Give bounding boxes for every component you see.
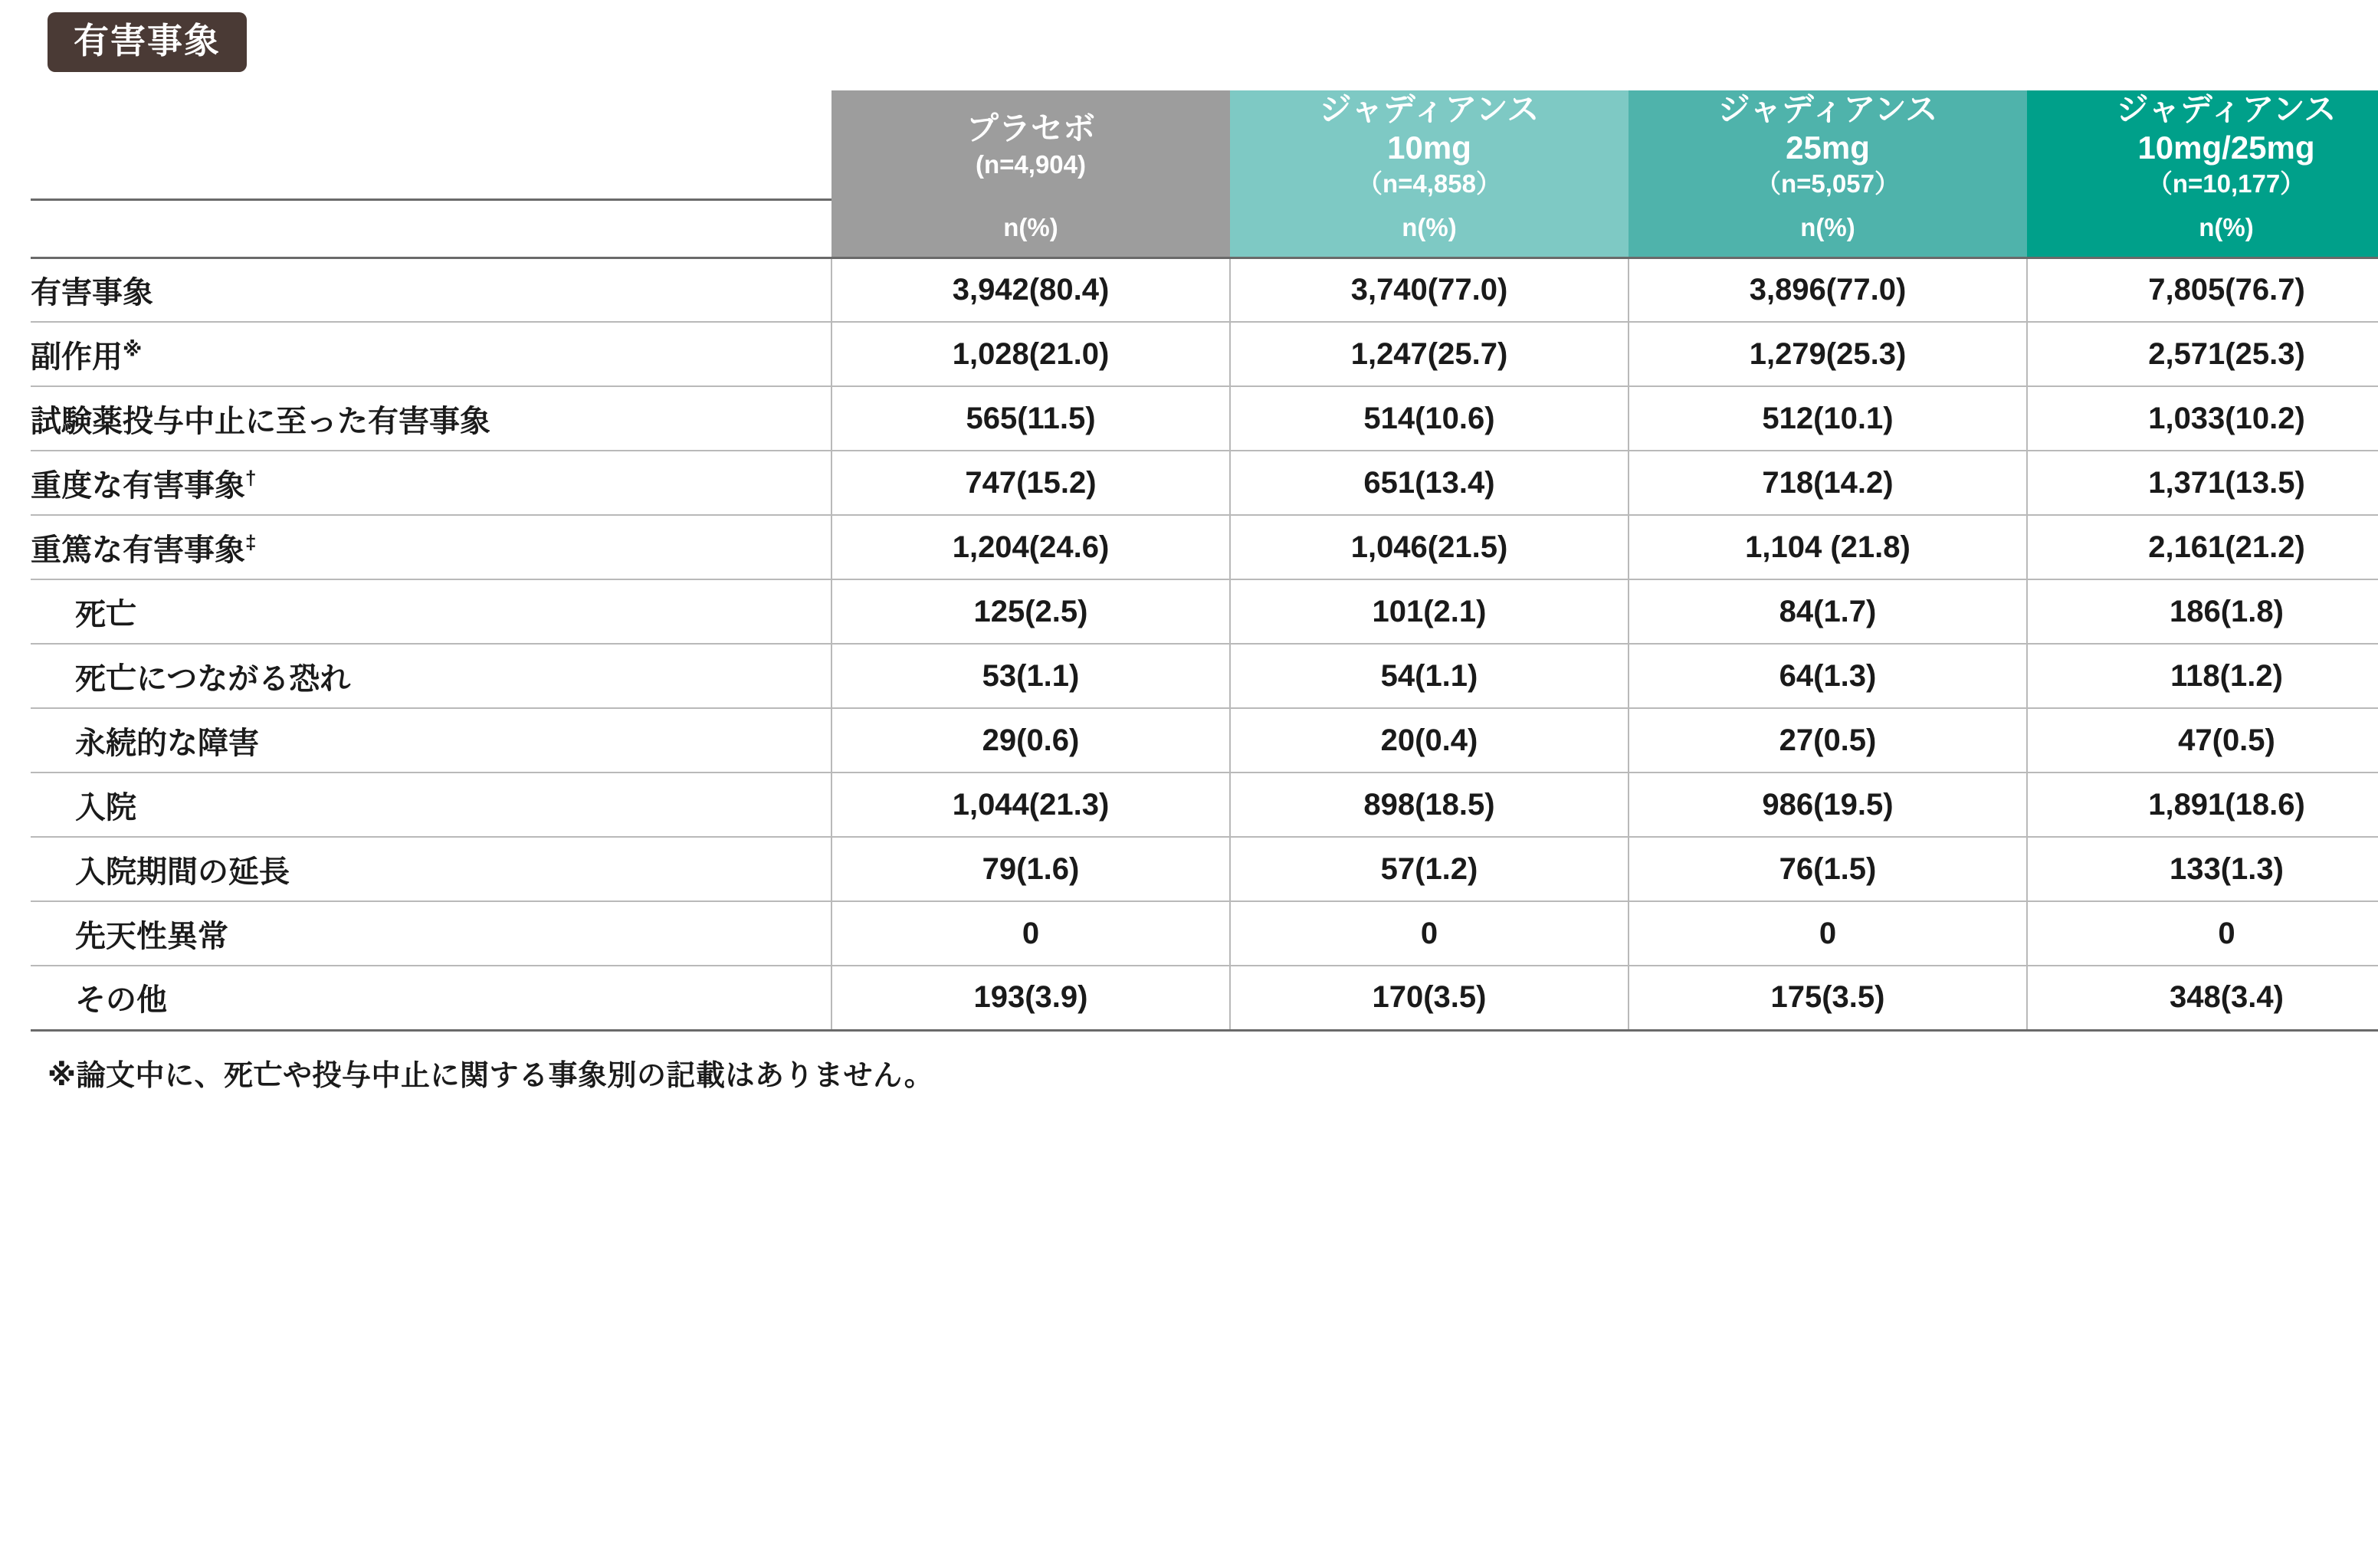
table-row	[31, 773, 2378, 837]
column-header-jardiance-10mg-25mg-name: ジャディアンス	[2116, 91, 2337, 127]
cell-jardiance-10mg-25mg: 1,033(10.2)	[2027, 386, 2378, 451]
row-label-text: 入院期間の延長	[75, 855, 290, 889]
table-row	[31, 901, 2378, 966]
row-label	[31, 901, 831, 966]
row-label-text: 永続的な障害	[75, 726, 259, 760]
cell-jardiance-25mg: 0	[1629, 901, 2027, 966]
cell-placebo: 79(1.6)	[831, 837, 1230, 901]
cell-placebo: 747(15.2)	[831, 451, 1230, 515]
table-row	[31, 708, 2378, 773]
column-header-jardiance-10mg-dose: 10mg	[1387, 129, 1471, 166]
row-label	[31, 644, 831, 708]
column-header-jardiance-25mg-n: （n=5,057）	[1755, 169, 1900, 198]
cell-jardiance-10mg: 514(10.6)	[1230, 386, 1629, 451]
unit-corner-blank	[31, 199, 831, 258]
cell-jardiance-10mg-25mg: 2,571(25.3)	[2027, 322, 2378, 386]
row-label-text: 重篤な有害事象	[31, 533, 245, 567]
table-row	[31, 837, 2378, 901]
cell-jardiance-10mg: 1,046(21.5)	[1230, 515, 1629, 579]
row-label	[31, 386, 831, 451]
cell-jardiance-10mg-25mg: 186(1.8)	[2027, 579, 2378, 644]
table-row	[31, 451, 2378, 515]
cell-placebo: 29(0.6)	[831, 708, 1230, 773]
cell-jardiance-10mg-25mg: 348(3.4)	[2027, 966, 2378, 1030]
table-body	[31, 258, 2378, 1030]
column-header-jardiance-10mg-25mg-dose: 10mg/25mg	[2137, 129, 2315, 166]
cell-jardiance-10mg-25mg: 2,161(21.2)	[2027, 515, 2378, 579]
cell-jardiance-10mg-25mg: 1,891(18.6)	[2027, 773, 2378, 837]
row-label	[31, 322, 831, 386]
cell-jardiance-10mg: 651(13.4)	[1230, 451, 1629, 515]
column-header-jardiance-10mg-25mg-n: （n=10,177）	[2147, 169, 2306, 198]
table-row	[31, 579, 2378, 644]
row-label	[31, 451, 831, 515]
row-label	[31, 837, 831, 901]
column-header-placebo	[831, 90, 1230, 199]
cell-placebo: 1,028(21.0)	[831, 322, 1230, 386]
table-row	[31, 322, 2378, 386]
row-label-text: 試験薬投与中止に至った有害事象	[31, 404, 490, 438]
cell-jardiance-25mg: 84(1.7)	[1629, 579, 2027, 644]
cell-jardiance-10mg: 101(2.1)	[1230, 579, 1629, 644]
table-row	[31, 515, 2378, 579]
cell-placebo: 193(3.9)	[831, 966, 1230, 1030]
row-label-text: 有害事象	[31, 275, 153, 310]
row-label-text: 入院	[75, 790, 136, 825]
row-label	[31, 708, 831, 773]
cell-jardiance-10mg-25mg: 133(1.3)	[2027, 837, 2378, 901]
table-header-row-units	[31, 199, 2378, 258]
cell-jardiance-25mg: 1,104 (21.8)	[1629, 515, 2027, 579]
adverse-events-table	[31, 90, 2378, 1032]
cell-jardiance-10mg: 0	[1230, 901, 1629, 966]
unit-placebo: n(%)	[831, 199, 1230, 258]
unit-jardiance-25mg: n(%)	[1629, 199, 2027, 258]
column-header-jardiance-10mg-name: ジャディアンス	[1319, 91, 1540, 127]
cell-jardiance-25mg: 1,279(25.3)	[1629, 322, 2027, 386]
cell-jardiance-10mg: 54(1.1)	[1230, 644, 1629, 708]
cell-jardiance-10mg-25mg: 118(1.2)	[2027, 644, 2378, 708]
column-header-jardiance-10mg-25mg	[2027, 90, 2378, 199]
column-header-jardiance-25mg	[1629, 90, 2027, 199]
column-header-placebo-n: (n=4,904)	[976, 150, 1086, 179]
row-label-text: 重度な有害事象	[31, 468, 245, 503]
cell-jardiance-10mg: 57(1.2)	[1230, 837, 1629, 901]
column-header-placebo-name: プラセボ	[966, 110, 1095, 146]
cell-jardiance-25mg: 512(10.1)	[1629, 386, 2027, 451]
row-label-text: その他	[75, 983, 167, 1018]
row-label-mark: ※	[123, 337, 143, 361]
table-row	[31, 258, 2378, 322]
column-header-jardiance-25mg-dose: 25mg	[1786, 129, 1870, 166]
cell-jardiance-25mg: 175(3.5)	[1629, 966, 2027, 1030]
footnote: ※論文中に、死亡や投与中止に関する事象別の記載はありません。	[48, 1059, 934, 1092]
cell-jardiance-10mg-25mg: 1,371(13.5)	[2027, 451, 2378, 515]
cell-placebo: 565(11.5)	[831, 386, 1230, 451]
row-label-text: 死亡につながる恐れ	[75, 661, 351, 696]
table-header-row-groups	[31, 90, 2378, 199]
header-corner-blank	[31, 90, 831, 199]
cell-jardiance-25mg: 64(1.3)	[1629, 644, 2027, 708]
row-label-mark: †	[245, 466, 257, 490]
row-label	[31, 579, 831, 644]
cell-jardiance-25mg: 718(14.2)	[1629, 451, 2027, 515]
cell-jardiance-10mg: 170(3.5)	[1230, 966, 1629, 1030]
unit-jardiance-10mg-25mg: n(%)	[2027, 199, 2378, 258]
page-title: 有害事象	[48, 12, 247, 72]
table-row	[31, 386, 2378, 451]
column-header-jardiance-10mg	[1230, 90, 1629, 199]
row-label	[31, 966, 831, 1030]
cell-jardiance-25mg: 27(0.5)	[1629, 708, 2027, 773]
cell-jardiance-10mg-25mg: 7,805(76.7)	[2027, 258, 2378, 322]
column-header-jardiance-10mg-n: （n=4,858）	[1356, 169, 1501, 198]
cell-jardiance-25mg: 76(1.5)	[1629, 837, 2027, 901]
cell-jardiance-10mg: 3,740(77.0)	[1230, 258, 1629, 322]
row-label-text: 副作用	[31, 340, 123, 374]
cell-placebo: 3,942(80.4)	[831, 258, 1230, 322]
cell-placebo: 53(1.1)	[831, 644, 1230, 708]
cell-jardiance-10mg: 1,247(25.7)	[1230, 322, 1629, 386]
cell-placebo: 1,044(21.3)	[831, 773, 1230, 837]
unit-jardiance-10mg: n(%)	[1230, 199, 1629, 258]
cell-placebo: 125(2.5)	[831, 579, 1230, 644]
row-label-text: 先天性異常	[75, 919, 228, 953]
cell-jardiance-25mg: 986(19.5)	[1629, 773, 2027, 837]
cell-jardiance-10mg-25mg: 0	[2027, 901, 2378, 966]
row-label-text: 死亡	[75, 597, 136, 631]
cell-jardiance-10mg: 20(0.4)	[1230, 708, 1629, 773]
row-label	[31, 515, 831, 579]
table-row	[31, 644, 2378, 708]
row-label	[31, 773, 831, 837]
cell-jardiance-10mg-25mg: 47(0.5)	[2027, 708, 2378, 773]
row-label	[31, 258, 831, 322]
cell-placebo: 1,204(24.6)	[831, 515, 1230, 579]
table-header	[31, 90, 2378, 258]
cell-jardiance-25mg: 3,896(77.0)	[1629, 258, 2027, 322]
table-row	[31, 966, 2378, 1030]
row-label-mark: ‡	[245, 530, 257, 554]
column-header-jardiance-25mg-name: ジャディアンス	[1717, 91, 1938, 127]
cell-jardiance-10mg: 898(18.5)	[1230, 773, 1629, 837]
cell-placebo: 0	[831, 901, 1230, 966]
